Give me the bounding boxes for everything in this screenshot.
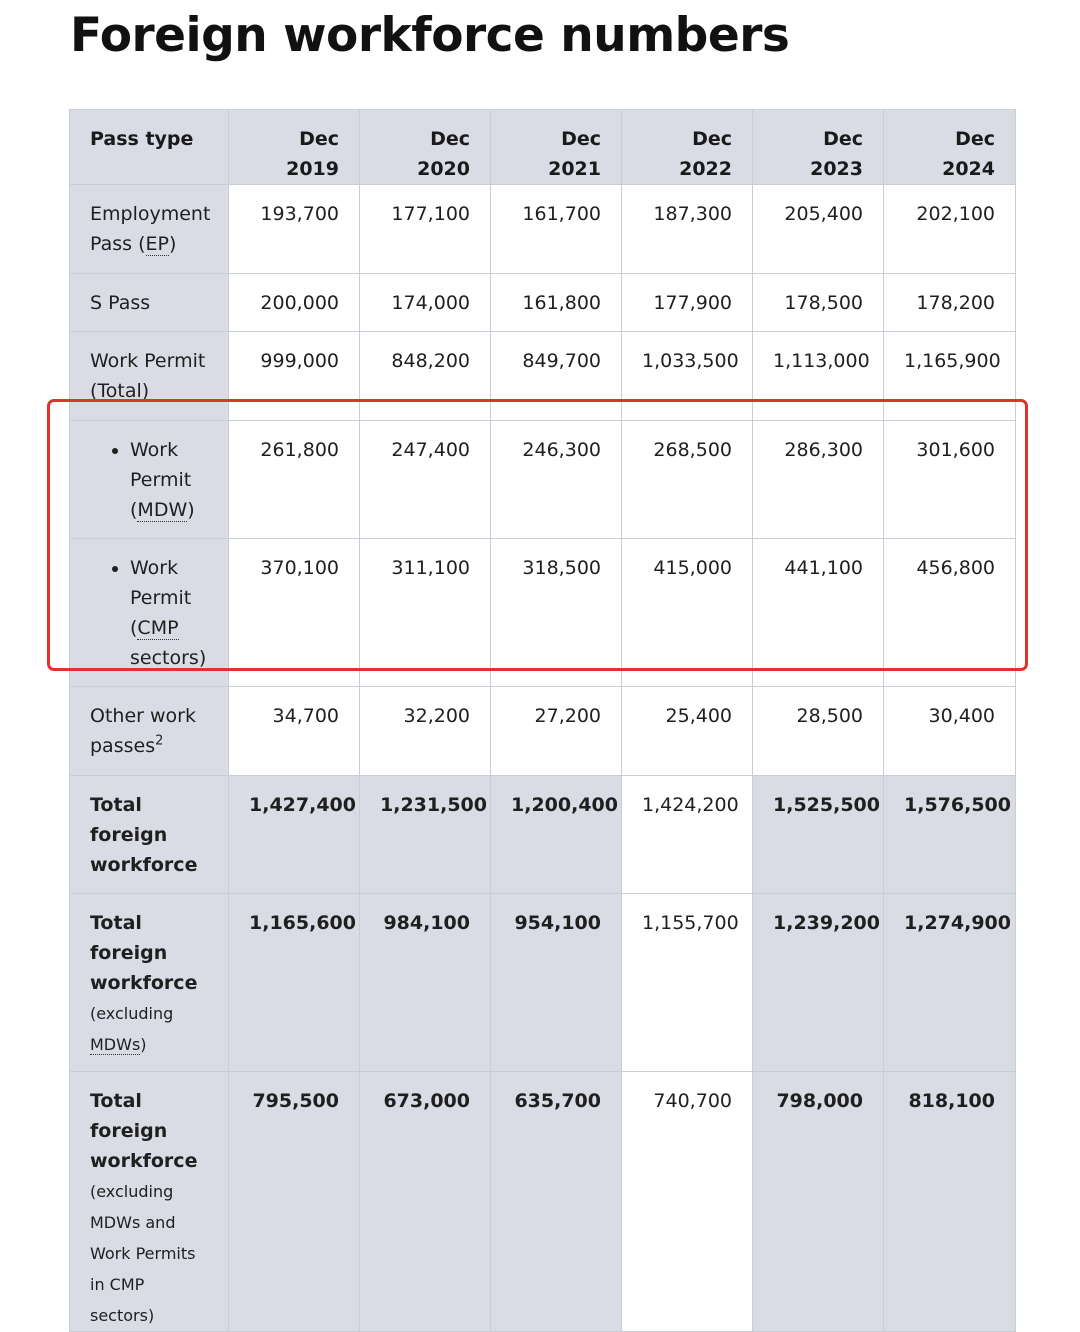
table-cell: 177,900 xyxy=(622,274,753,332)
table-cell: 174,000 xyxy=(360,274,491,332)
table-cell: 187,300 xyxy=(622,185,753,274)
abbr-cmp: CMP xyxy=(137,617,179,639)
row-other-work-passes xyxy=(70,687,1016,776)
table-cell: 456,800 xyxy=(884,539,1016,687)
table-cell: 318,500 xyxy=(491,539,622,687)
table-cell: 1,165,900 xyxy=(884,332,1016,421)
table-cell: 1,239,200 xyxy=(753,894,884,1072)
header-year: Dec 2023 xyxy=(753,110,884,185)
row-label: Work Permit (Total) xyxy=(70,332,229,421)
row-label: Total foreign workforce (excluding MDWs and Work Permits in CMP sectors) xyxy=(70,1072,229,1332)
table-cell: 1,155,700 xyxy=(622,894,753,1072)
row-s-pass xyxy=(70,274,1016,332)
table-cell: 177,100 xyxy=(360,185,491,274)
header-year: Dec 2019 xyxy=(229,110,360,185)
header-year: Dec 2022 xyxy=(622,110,753,185)
table-header-row xyxy=(70,110,1016,185)
table-cell: 193,700 xyxy=(229,185,360,274)
table-cell: 28,500 xyxy=(753,687,884,776)
table-cell: 673,000 xyxy=(360,1072,491,1332)
table-cell: 1,165,600 xyxy=(229,894,360,1072)
row-note: (excluding MDWs) xyxy=(90,1004,174,1054)
table-cell: 798,000 xyxy=(753,1072,884,1332)
table-cell: 999,000 xyxy=(229,332,360,421)
row-employment-pass xyxy=(70,185,1016,274)
table-cell: 849,700 xyxy=(491,332,622,421)
table-cell: 200,000 xyxy=(229,274,360,332)
row-label: Employment Pass (EP) xyxy=(70,185,229,274)
table-cell: 1,033,500 xyxy=(622,332,753,421)
table-cell: 25,400 xyxy=(622,687,753,776)
row-work-permit-total xyxy=(70,332,1016,421)
header-year: Dec 2021 xyxy=(491,110,622,185)
table-cell: 161,800 xyxy=(491,274,622,332)
header-pass-type: Pass type xyxy=(70,110,229,185)
table-cell: 1,231,500 xyxy=(360,776,491,894)
table-cell: 202,100 xyxy=(884,185,1016,274)
header-year: Dec 2020 xyxy=(360,110,491,185)
table-cell: 954,100 xyxy=(491,894,622,1072)
table-cell: 247,400 xyxy=(360,421,491,539)
table-cell: 205,400 xyxy=(753,185,884,274)
row-label xyxy=(70,539,229,687)
table-cell: 178,500 xyxy=(753,274,884,332)
row-label: Total foreign workforce (excluding MDWs) xyxy=(70,894,229,1072)
table-cell: 301,600 xyxy=(884,421,1016,539)
row-total-foreign-workforce xyxy=(70,776,1016,894)
abbr-ep: EP xyxy=(145,233,169,255)
table-cell: 32,200 xyxy=(360,687,491,776)
table-cell: 161,700 xyxy=(491,185,622,274)
table-cell: 286,300 xyxy=(753,421,884,539)
table-cell: 34,700 xyxy=(229,687,360,776)
abbr-mdws: MDWs xyxy=(90,1035,141,1054)
table-cell: 268,500 xyxy=(622,421,753,539)
table-cell: 1,113,000 xyxy=(753,332,884,421)
table-cell: 1,274,900 xyxy=(884,894,1016,1072)
sub-item: Work Permit (CMP sectors) xyxy=(130,557,207,669)
table-cell: 1,525,500 xyxy=(753,776,884,894)
table-cell: 30,400 xyxy=(884,687,1016,776)
table-cell: 441,100 xyxy=(753,539,884,687)
abbr-mdw: MDW xyxy=(137,499,188,521)
table-cell: 1,424,200 xyxy=(622,776,753,894)
row-work-permit-mdw xyxy=(70,421,1016,539)
table-cell: 261,800 xyxy=(229,421,360,539)
table-cell: 818,100 xyxy=(884,1072,1016,1332)
table-cell: 1,576,500 xyxy=(884,776,1016,894)
sub-item: Work Permit (MDW) xyxy=(130,439,195,521)
table-cell: 27,200 xyxy=(491,687,622,776)
table-cell: 178,200 xyxy=(884,274,1016,332)
row-label xyxy=(70,421,229,539)
row-label: Total foreign workforce xyxy=(70,776,229,894)
table-cell: 795,500 xyxy=(229,1072,360,1332)
row-work-permit-cmp xyxy=(70,539,1016,687)
row-total-excluding-mdws xyxy=(70,894,1016,1072)
footnote-marker: 2 xyxy=(155,733,164,749)
table-cell: 848,200 xyxy=(360,332,491,421)
header-year: Dec 2024 xyxy=(884,110,1016,185)
row-label: Other work passes$^2$ xyxy=(70,687,229,776)
table-cell: 311,100 xyxy=(360,539,491,687)
table-cell: 415,000 xyxy=(622,539,753,687)
row-total-excluding-mdws-cmp xyxy=(70,1072,1016,1332)
foreign-workforce-table xyxy=(69,109,1016,1332)
table-cell: 1,427,400 xyxy=(229,776,360,894)
table-cell: 740,700 xyxy=(622,1072,753,1332)
page-title: Foreign workforce numbers xyxy=(70,8,790,63)
table-cell: 246,300 xyxy=(491,421,622,539)
table-cell: 370,100 xyxy=(229,539,360,687)
row-note: (excluding MDWs and Work Permits in CMP sectors) xyxy=(90,1182,196,1325)
table-cell: 984,100 xyxy=(360,894,491,1072)
table-cell: 635,700 xyxy=(491,1072,622,1332)
table-cell: 1,200,400 xyxy=(491,776,622,894)
row-label: S Pass xyxy=(70,274,229,332)
